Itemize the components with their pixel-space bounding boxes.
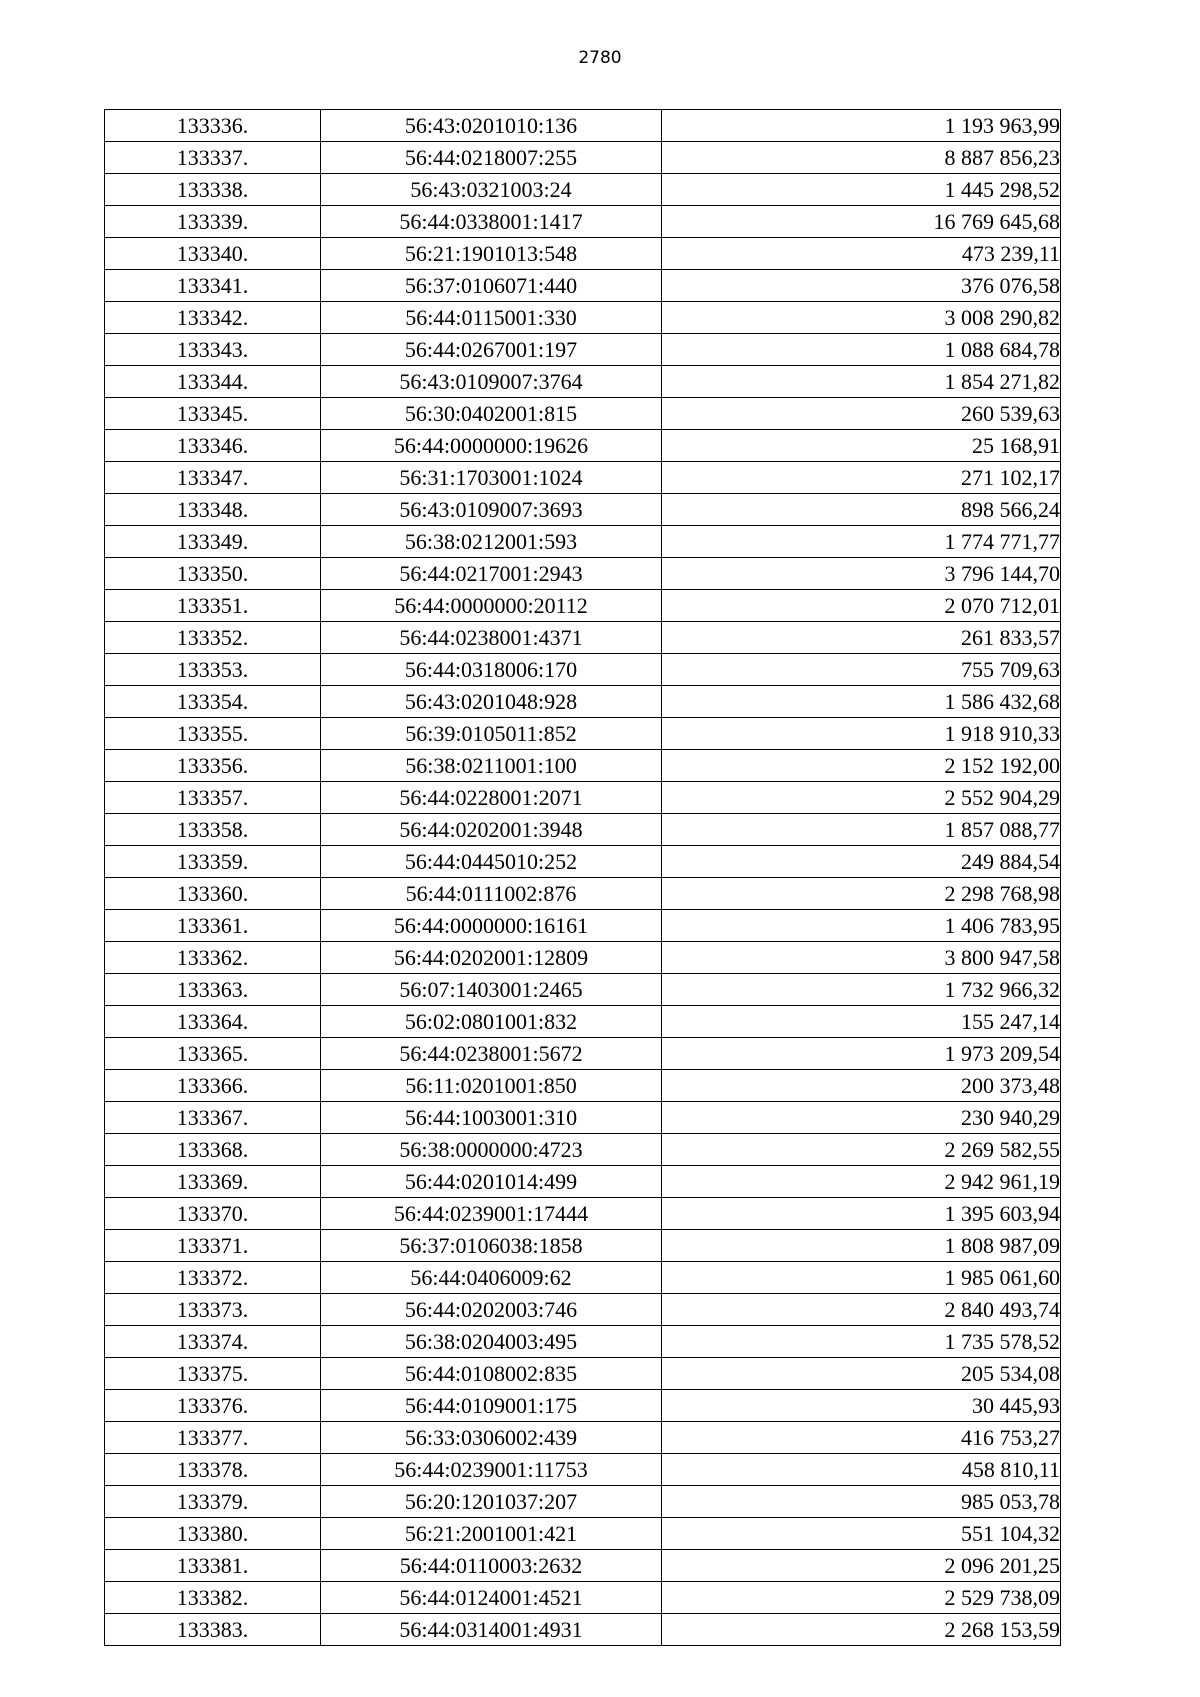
table-row <box>105 430 1061 462</box>
cadastral-number-cell: 56:21:1901013:548 <box>321 238 662 270</box>
cadastral-number-cell: 56:11:0201001:850 <box>321 1070 662 1102</box>
cadastral-number-cell: 56:37:0106071:440 <box>321 270 662 302</box>
table-row <box>105 1326 1061 1358</box>
row-number-cell: 133349. <box>105 526 321 558</box>
cadastral-number-cell: 56:07:1403001:2465 <box>321 974 662 1006</box>
row-number-cell: 133365. <box>105 1038 321 1070</box>
row-number-cell: 133379. <box>105 1486 321 1518</box>
table-row <box>105 1038 1061 1070</box>
cadastral-number-cell: 56:30:0402001:815 <box>321 398 662 430</box>
cadastral-number-cell: 56:44:0202003:746 <box>321 1294 662 1326</box>
value-cell: 1 857 088,77 <box>662 814 1061 846</box>
cadastral-number-cell: 56:38:0212001:593 <box>321 526 662 558</box>
cadastral-number-cell: 56:38:0204003:495 <box>321 1326 662 1358</box>
value-cell: 3 800 947,58 <box>662 942 1061 974</box>
cadastral-number-cell: 56:44:0314001:4931 <box>321 1614 662 1646</box>
value-cell: 1 985 061,60 <box>662 1262 1061 1294</box>
row-number-cell: 133339. <box>105 206 321 238</box>
cadastral-number-cell: 56:44:0115001:330 <box>321 302 662 334</box>
row-number-cell: 133336. <box>105 110 321 142</box>
table-row <box>105 558 1061 590</box>
cadastral-number-cell: 56:44:0239001:17444 <box>321 1198 662 1230</box>
value-cell: 2 840 493,74 <box>662 1294 1061 1326</box>
value-cell: 1 732 966,32 <box>662 974 1061 1006</box>
table-row <box>105 1614 1061 1646</box>
value-cell: 200 373,48 <box>662 1070 1061 1102</box>
value-cell: 1 973 209,54 <box>662 1038 1061 1070</box>
row-number-cell: 133380. <box>105 1518 321 1550</box>
value-cell: 1 193 963,99 <box>662 110 1061 142</box>
row-number-cell: 133363. <box>105 974 321 1006</box>
row-number-cell: 133354. <box>105 686 321 718</box>
cadastral-number-cell: 56:44:0201014:499 <box>321 1166 662 1198</box>
table-row <box>105 942 1061 974</box>
table-row <box>105 462 1061 494</box>
row-number-cell: 133352. <box>105 622 321 654</box>
cadastral-number-cell: 56:44:0318006:170 <box>321 654 662 686</box>
row-number-cell: 133366. <box>105 1070 321 1102</box>
table-row <box>105 206 1061 238</box>
table-row <box>105 846 1061 878</box>
row-number-cell: 133377. <box>105 1422 321 1454</box>
value-cell: 16 769 645,68 <box>662 206 1061 238</box>
value-cell: 8 887 856,23 <box>662 142 1061 174</box>
table-row <box>105 1454 1061 1486</box>
row-number-cell: 133347. <box>105 462 321 494</box>
value-cell: 985 053,78 <box>662 1486 1061 1518</box>
table-row <box>105 174 1061 206</box>
row-number-cell: 133341. <box>105 270 321 302</box>
value-cell: 2 096 201,25 <box>662 1550 1061 1582</box>
value-cell: 551 104,32 <box>662 1518 1061 1550</box>
cadastral-number-cell: 56:33:0306002:439 <box>321 1422 662 1454</box>
table-row <box>105 878 1061 910</box>
row-number-cell: 133346. <box>105 430 321 462</box>
value-cell: 2 070 712,01 <box>662 590 1061 622</box>
page-number: 2780 <box>578 48 622 68</box>
table-row <box>105 1358 1061 1390</box>
cadastral-number-cell: 56:43:0321003:24 <box>321 174 662 206</box>
table-row <box>105 1486 1061 1518</box>
row-number-cell: 133340. <box>105 238 321 270</box>
value-cell: 2 529 738,09 <box>662 1582 1061 1614</box>
table-row <box>105 238 1061 270</box>
cadastral-number-cell: 56:44:0000000:19626 <box>321 430 662 462</box>
row-number-cell: 133362. <box>105 942 321 974</box>
value-cell: 2 942 961,19 <box>662 1166 1061 1198</box>
table-row <box>105 398 1061 430</box>
value-cell: 2 152 192,00 <box>662 750 1061 782</box>
table-row <box>105 366 1061 398</box>
cadastral-number-cell: 56:38:0000000:4723 <box>321 1134 662 1166</box>
cadastral-number-cell: 56:44:0202001:12809 <box>321 942 662 974</box>
row-number-cell: 133345. <box>105 398 321 430</box>
row-number-cell: 133359. <box>105 846 321 878</box>
value-cell: 1 854 271,82 <box>662 366 1061 398</box>
row-number-cell: 133372. <box>105 1262 321 1294</box>
value-cell: 155 247,14 <box>662 1006 1061 1038</box>
cadastral-number-cell: 56:44:0445010:252 <box>321 846 662 878</box>
value-cell: 1 586 432,68 <box>662 686 1061 718</box>
cadastral-number-cell: 56:31:1703001:1024 <box>321 462 662 494</box>
row-number-cell: 133367. <box>105 1102 321 1134</box>
cadastral-number-cell: 56:44:1003001:310 <box>321 1102 662 1134</box>
row-number-cell: 133370. <box>105 1198 321 1230</box>
value-cell: 416 753,27 <box>662 1422 1061 1454</box>
cadastral-number-cell: 56:39:0105011:852 <box>321 718 662 750</box>
value-cell: 3 796 144,70 <box>662 558 1061 590</box>
cadastral-number-cell: 56:44:0111002:876 <box>321 878 662 910</box>
row-number-cell: 133360. <box>105 878 321 910</box>
value-cell: 1 735 578,52 <box>662 1326 1061 1358</box>
cadastral-number-cell: 56:43:0201048:928 <box>321 686 662 718</box>
cadastral-number-cell: 56:44:0239001:11753 <box>321 1454 662 1486</box>
table-row <box>105 1582 1061 1614</box>
row-number-cell: 133361. <box>105 910 321 942</box>
registry-table <box>104 109 1061 1646</box>
value-cell: 205 534,08 <box>662 1358 1061 1390</box>
cadastral-number-cell: 56:43:0109007:3693 <box>321 494 662 526</box>
cadastral-number-cell: 56:44:0406009:62 <box>321 1262 662 1294</box>
value-cell: 1 918 910,33 <box>662 718 1061 750</box>
registry-table-body <box>105 110 1061 1646</box>
value-cell: 1 406 783,95 <box>662 910 1061 942</box>
row-number-cell: 133382. <box>105 1582 321 1614</box>
cadastral-number-cell: 56:20:1201037:207 <box>321 1486 662 1518</box>
table-row <box>105 494 1061 526</box>
row-number-cell: 133376. <box>105 1390 321 1422</box>
row-number-cell: 133358. <box>105 814 321 846</box>
cadastral-number-cell: 56:44:0238001:4371 <box>321 622 662 654</box>
cadastral-number-cell: 56:44:0267001:197 <box>321 334 662 366</box>
table-row <box>105 110 1061 142</box>
table-row <box>105 686 1061 718</box>
cadastral-number-cell: 56:38:0211001:100 <box>321 750 662 782</box>
row-number-cell: 133381. <box>105 1550 321 1582</box>
table-row <box>105 1006 1061 1038</box>
row-number-cell: 133348. <box>105 494 321 526</box>
row-number-cell: 133364. <box>105 1006 321 1038</box>
cadastral-number-cell: 56:02:0801001:832 <box>321 1006 662 1038</box>
value-cell: 2 552 904,29 <box>662 782 1061 814</box>
value-cell: 376 076,58 <box>662 270 1061 302</box>
value-cell: 473 239,11 <box>662 238 1061 270</box>
table-row <box>105 1198 1061 1230</box>
row-number-cell: 133342. <box>105 302 321 334</box>
value-cell: 25 168,91 <box>662 430 1061 462</box>
table-row <box>105 1166 1061 1198</box>
table-row <box>105 1230 1061 1262</box>
row-number-cell: 133374. <box>105 1326 321 1358</box>
cadastral-number-cell: 56:44:0108002:835 <box>321 1358 662 1390</box>
table-row <box>105 782 1061 814</box>
row-number-cell: 133351. <box>105 590 321 622</box>
table-row <box>105 142 1061 174</box>
value-cell: 898 566,24 <box>662 494 1061 526</box>
cadastral-number-cell: 56:44:0238001:5672 <box>321 1038 662 1070</box>
row-number-cell: 133369. <box>105 1166 321 1198</box>
table-row <box>105 1070 1061 1102</box>
row-number-cell: 133337. <box>105 142 321 174</box>
row-number-cell: 133371. <box>105 1230 321 1262</box>
value-cell: 271 102,17 <box>662 462 1061 494</box>
table-row <box>105 302 1061 334</box>
value-cell: 30 445,93 <box>662 1390 1061 1422</box>
cadastral-number-cell: 56:44:0202001:3948 <box>321 814 662 846</box>
value-cell: 755 709,63 <box>662 654 1061 686</box>
table-row <box>105 1518 1061 1550</box>
value-cell: 1 088 684,78 <box>662 334 1061 366</box>
cadastral-number-cell: 56:44:0218007:255 <box>321 142 662 174</box>
row-number-cell: 133368. <box>105 1134 321 1166</box>
cadastral-number-cell: 56:44:0000000:20112 <box>321 590 662 622</box>
row-number-cell: 133375. <box>105 1358 321 1390</box>
row-number-cell: 133373. <box>105 1294 321 1326</box>
table-row <box>105 1550 1061 1582</box>
table-row <box>105 1262 1061 1294</box>
value-cell: 458 810,11 <box>662 1454 1061 1486</box>
row-number-cell: 133378. <box>105 1454 321 1486</box>
row-number-cell: 133383. <box>105 1614 321 1646</box>
table-row <box>105 814 1061 846</box>
value-cell: 249 884,54 <box>662 846 1061 878</box>
table-row <box>105 654 1061 686</box>
value-cell: 3 008 290,82 <box>662 302 1061 334</box>
cadastral-number-cell: 56:44:0228001:2071 <box>321 782 662 814</box>
cadastral-number-cell: 56:44:0338001:1417 <box>321 206 662 238</box>
table-row <box>105 1390 1061 1422</box>
value-cell: 260 539,63 <box>662 398 1061 430</box>
cadastral-number-cell: 56:37:0106038:1858 <box>321 1230 662 1262</box>
row-number-cell: 133356. <box>105 750 321 782</box>
table-row <box>105 1134 1061 1166</box>
table-row <box>105 974 1061 1006</box>
cadastral-number-cell: 56:44:0110003:2632 <box>321 1550 662 1582</box>
value-cell: 1 445 298,52 <box>662 174 1061 206</box>
table-row <box>105 270 1061 302</box>
value-cell: 2 269 582,55 <box>662 1134 1061 1166</box>
row-number-cell: 133338. <box>105 174 321 206</box>
cadastral-number-cell: 56:44:0124001:4521 <box>321 1582 662 1614</box>
table-row <box>105 334 1061 366</box>
row-number-cell: 133350. <box>105 558 321 590</box>
row-number-cell: 133357. <box>105 782 321 814</box>
table-row <box>105 622 1061 654</box>
cadastral-number-cell: 56:44:0109001:175 <box>321 1390 662 1422</box>
cadastral-number-cell: 56:44:0217001:2943 <box>321 558 662 590</box>
table-row <box>105 718 1061 750</box>
cadastral-number-cell: 56:21:2001001:421 <box>321 1518 662 1550</box>
value-cell: 261 833,57 <box>662 622 1061 654</box>
table-row <box>105 1422 1061 1454</box>
row-number-cell: 133353. <box>105 654 321 686</box>
cadastral-number-cell: 56:44:0000000:16161 <box>321 910 662 942</box>
table-row <box>105 750 1061 782</box>
table-row <box>105 526 1061 558</box>
value-cell: 1 808 987,09 <box>662 1230 1061 1262</box>
cadastral-number-cell: 56:43:0109007:3764 <box>321 366 662 398</box>
value-cell: 1 774 771,77 <box>662 526 1061 558</box>
value-cell: 2 268 153,59 <box>662 1614 1061 1646</box>
table-row <box>105 910 1061 942</box>
row-number-cell: 133355. <box>105 718 321 750</box>
table-row <box>105 1102 1061 1134</box>
row-number-cell: 133344. <box>105 366 321 398</box>
value-cell: 230 940,29 <box>662 1102 1061 1134</box>
table-row <box>105 590 1061 622</box>
row-number-cell: 133343. <box>105 334 321 366</box>
cadastral-number-cell: 56:43:0201010:136 <box>321 110 662 142</box>
value-cell: 2 298 768,98 <box>662 878 1061 910</box>
table-row <box>105 1294 1061 1326</box>
value-cell: 1 395 603,94 <box>662 1198 1061 1230</box>
